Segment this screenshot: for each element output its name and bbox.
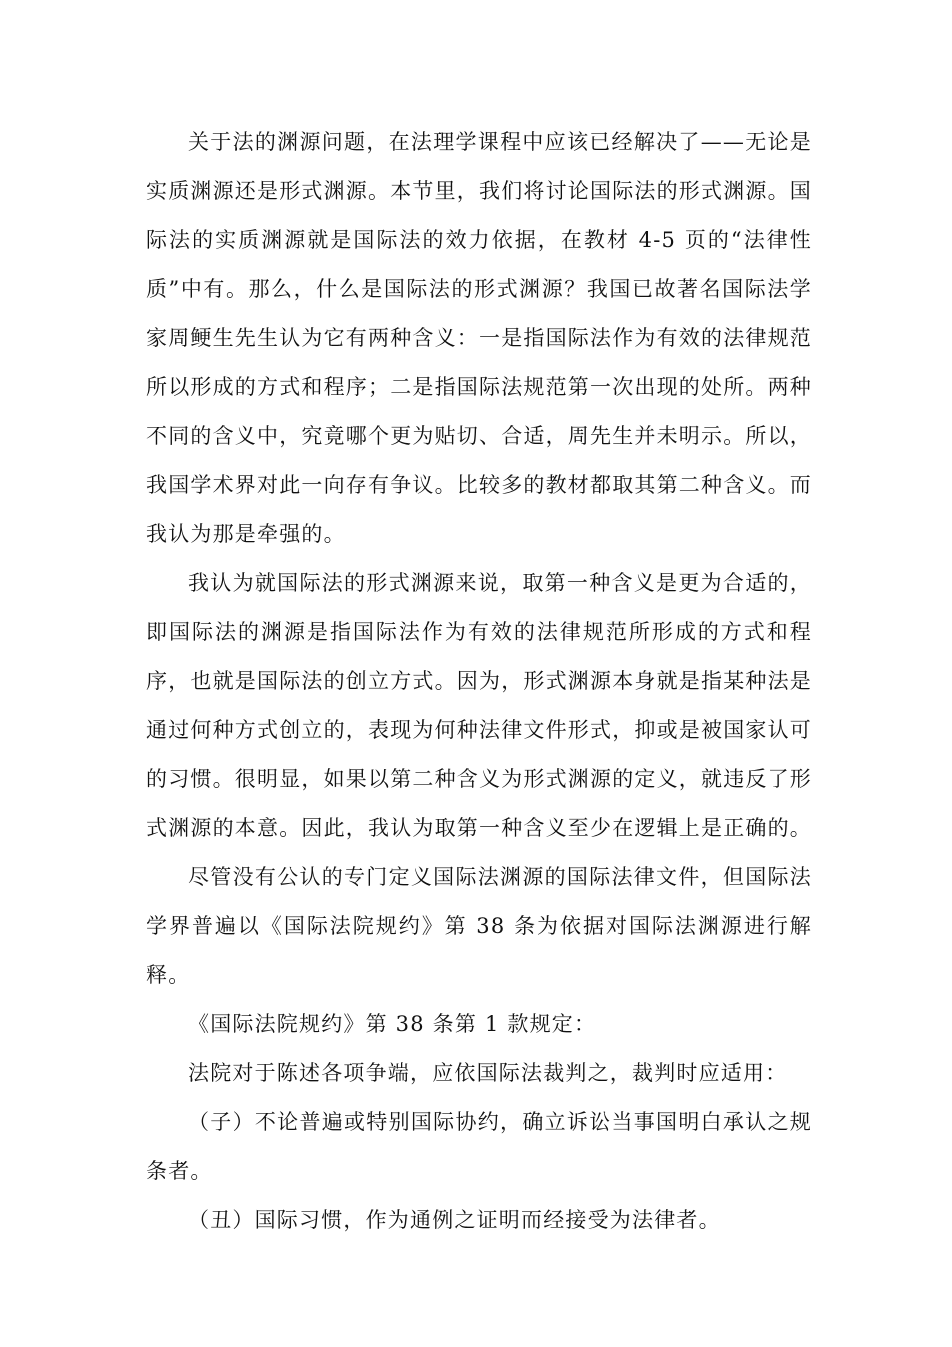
paragraph-icj-statute: 尽管没有公认的专门定义国际法渊源的国际法律文件，但国际法学界普遍以《国际法院规约》第 38 条为依据对国际法渊源进行解释。 bbox=[146, 865, 812, 987]
paragraph-court-rule: 法院对于陈述各项争端，应依国际法裁判之，裁判时应适用： bbox=[188, 1061, 788, 1085]
paragraph-item-zi: （子）不论普遍或特别国际协约，确立诉讼当事国明白承认之规条者。 bbox=[146, 1110, 812, 1183]
document-body bbox=[146, 118, 812, 1245]
paragraph-item-chou: （丑）国际习惯，作为通例之证明而经接受为法律者。 bbox=[188, 1208, 721, 1232]
paragraph-article-38: 《国际法院规约》第 38 条第 1 款规定： bbox=[188, 1012, 597, 1036]
paragraph-first-meaning: 我认为就国际法的形式渊源来说，取第一种含义是更为合适的，即国际法的渊源是指国际法作为有效的法律规范所形成的方式和程序，也就是国际法的创立方式。因为，形式渊源本身就是指某种法是通过何种方式创立的，表现为何种法律文件形式，抑或是被国家认可的习惯。很明显，如果以第二种含义为形式渊源的定义，就违反了形式渊源的本意。因此，我认为取第一种含义至少在逻辑上是正确的。 bbox=[146, 571, 812, 840]
paragraph-sources-intro: 关于法的渊源问题，在法理学课程中应该已经解决了——无论是实质渊源还是形式渊源。本节里，我们将讨论国际法的形式渊源。国际法的实质渊源就是国际法的效力依据，在教材 4-5 页的“法律性质”中有。那么，什么是国际法的形式渊源？我国已故著名国际法学家周鲠生先生认为它有两种含义：一是指国际法作为有效的法律规范所以形成的方式和程序；二是指国际法规范第一次出现的处所。两种不同的含义中，究竟哪个更为贴切、合适，周先生并未明示。所以，我国学术界对此一向存有争议。比较多的教材都取其第二种含义。而我认为那是牵强的。 bbox=[146, 130, 812, 546]
